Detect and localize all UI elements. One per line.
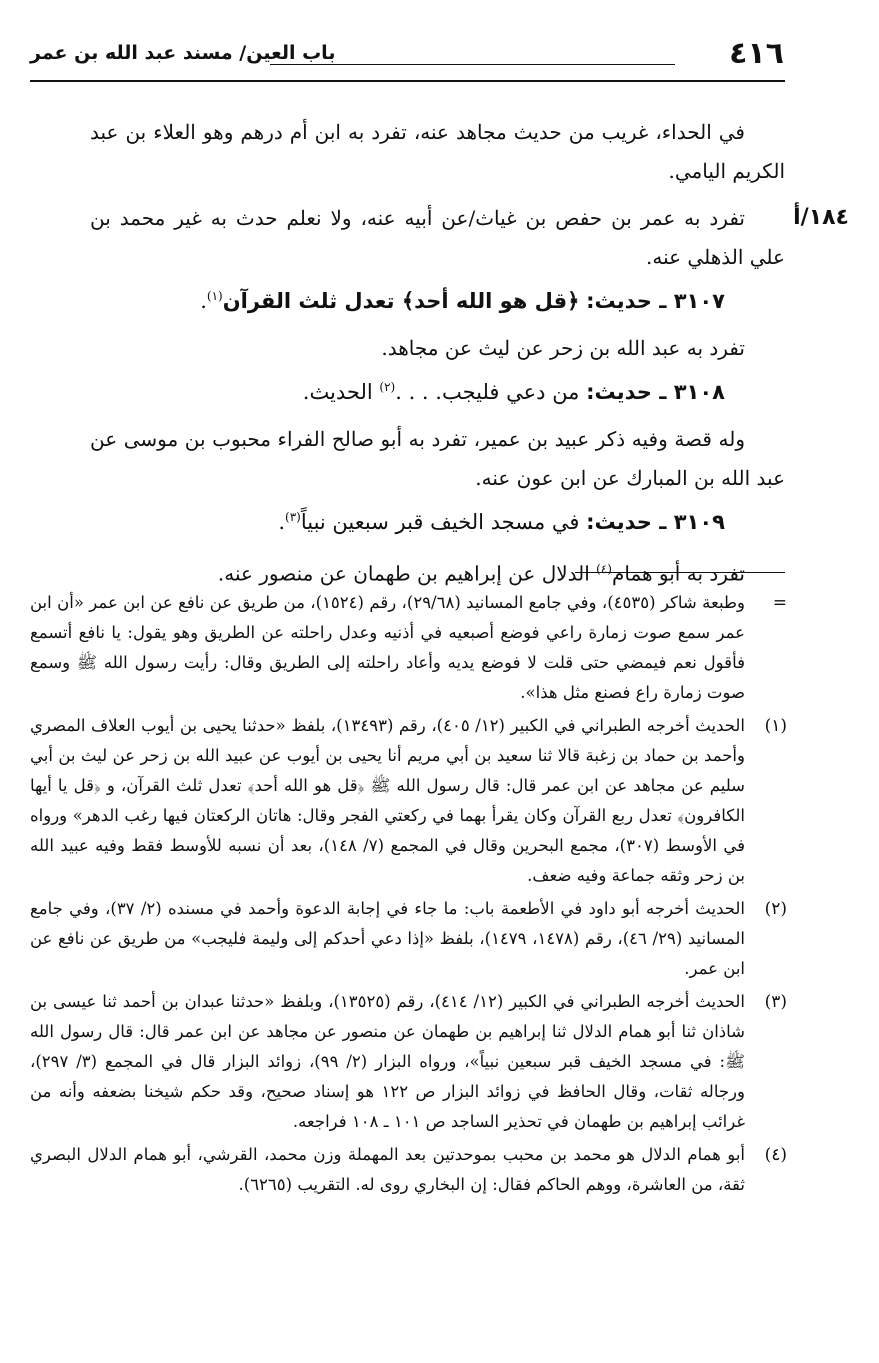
footnote-ref-2[interactable]: (٢) <box>379 380 396 394</box>
hadith-text: في مسجد الخيف قبر سبعين نبياً <box>300 510 580 534</box>
paragraph-story: وله قصة وفيه ذكر عبيد بن عمير، تفرد به أبو صالح الفراء محبوب بن موسى عن عبد الله بن المبارك عن ابن عون عنه. <box>90 427 785 490</box>
hadith-number: ٣١٠٧ ـ حديث: <box>586 289 725 313</box>
hadith-3108 <box>90 368 785 412</box>
running-header-title: باب العين/ مسند عبد الله بن عمر <box>30 42 336 64</box>
footnote-marker: (١) <box>764 716 787 736</box>
footnote-text: أبو همام الدلال هو محمد بن محبب بموحدتين بعد المهملة وزن محمد، القرشي، أبو همام الدلال البصري ثقة، من العاشرة، ووهم الحاكم فقال: إن البخاري روى له. التقريب (٦٢٦٥). <box>30 1145 745 1194</box>
footnote-text: وطبعة شاكر (٤٥٣٥)، وفي جامع المسانيد (٢٩/٦٨)، رقم (١٥٢٤)، من طريق عن نافع عن ابن عمر «أن ابن عمر سمع صوت زمارة راعي فوضع أصبعيه في أذنيه وعدل راحلته عن الطريق وهو يقول: يا نافع أتسمع فأقول نعم فيمضي حتى قلت لا فوضع يديه وأعاد راحلته إلى الطريق وقال: رأيت رسول الله ﷺ وسمع صوت زمارة راع فصنع مثل هذا». <box>30 593 746 702</box>
hadith-3109 <box>90 498 785 542</box>
footnote-continued <box>30 588 787 708</box>
manuscript-margin-reference: ١٨٤/أ <box>793 205 849 230</box>
footnote-marker: (٢) <box>764 899 787 919</box>
footnote-ref-3[interactable]: (٣) <box>285 510 301 524</box>
footnotes <box>30 588 787 1203</box>
hadith-3107 <box>90 277 785 321</box>
footnote-4 <box>30 1140 787 1200</box>
paragraph-text: تفرد به أبو همام <box>611 561 745 586</box>
footnote-ref-1[interactable]: (١) <box>206 289 223 303</box>
hadith-text: من دعي فليجب. . . . <box>395 380 580 404</box>
main-text <box>90 113 785 594</box>
hadith-text-end: الحديث. <box>302 380 373 404</box>
hadith-text-end: . <box>200 289 207 313</box>
footnote-text: الحديث أخرجه أبو داود في الأطعمة باب: ما جاء في إجابة الدعوة وأحمد في مسنده (٢/ ٣٧)، وفي جامع المسانيد (٢٩/ ٤٦)، رقم (١٤٧٨، ١٤٧٩)، بلفظ «إذا دعي أحدكم إلى وليمة فليجب» من طريق عن نافع عن ابن عمر. <box>30 899 745 978</box>
header-rule-short <box>270 64 675 65</box>
hadith-text-end: . <box>278 510 285 534</box>
paragraph-tafarrud-1: تفرد به عمر بن حفص بن غياث/عن أبيه عنه، ولا نعلم حدث به غير محمد بن علي الذهلي عنه. <box>90 206 785 269</box>
footnote-text: الحديث أخرجه الطبراني في الكبير (١٢/ ٤١٤)، رقم (١٣٥٢٥)، وبلفظ «حدثنا عبدان بن أحمد ثنا عيسى بن شاذان ثنا أبو همام الدلال ثنا إبراهيم بن طهمان عن منصور عن مجاهد عن ابن عمر قال: قال رسول الله ﷺ: في مسجد الخيف قبر سبعين نبياً»، ورواه البزار (٢/ ٩٩)، زوائد البزار قال في المجمع (٣/ ٢٩٧)، ورجاله ثقات، وقال الحافظ في زوائد البزار ص ١٢٢ هو إسناد صحيح، وقد حكم شيخنا بضعفه وأنه من غرائب إبراهيم بن طهمان في تحذير الساجد ص ١٠١ ـ ١٠٨ فراجعه. <box>30 992 745 1131</box>
footnote-ref-4[interactable]: (٤) <box>596 562 612 576</box>
paragraph-tafarrud-2: تفرد به عبد الله بن زحر عن ليث عن مجاهد. <box>381 336 745 360</box>
footnote-marker: = <box>772 593 787 613</box>
footnote-2 <box>30 894 787 984</box>
paragraph-continuation: في الحداء، غريب من حديث مجاهد عنه، تفرد به ابن أم درهم وهو العلاء بن عبد الكريم اليامي. <box>90 120 785 183</box>
page-number: ٤١٦ <box>729 36 784 71</box>
header-rule <box>30 80 785 82</box>
footnote-1 <box>30 711 787 891</box>
footnote-separator <box>575 572 785 573</box>
footnote-3 <box>30 987 787 1137</box>
hadith-number: ٣١٠٩ ـ حديث: <box>586 510 725 534</box>
hadith-number: ٣١٠٨ ـ حديث: <box>586 380 725 404</box>
paragraph-text-end: الدلال عن إبراهيم بن طهمان عن منصور عنه. <box>217 561 590 586</box>
footnote-marker: (٣) <box>764 992 787 1012</box>
footnote-text: الحديث أخرجه الطبراني في الكبير (١٢/ ٤٠٥)، رقم (١٣٤٩٣)، بلفظ «حدثنا يحيى بن أيوب العلاف المصري وأحمد بن حماد بن زغبة قالا ثنا سعيد بن أبي مريم أنا يحيى بن أيوب عن عبيد الله بن زحر عن ليث بن أبي سليم عن مجاهد عن ابن عمر قال: قال رسول الله ﷺ ﴿قل هو الله أحد﴾ تعدل ثلث القرآن، و ﴿قل يا أيها الكافرون﴾ تعدل ربع القرآن وكان يقرأ بهما في ركعتي الفجر وقال: هاتان الركعتان فيها رغب الدهر» ورواه في الأوسط (٣٠٧)، مجمع البحرين وقال في المجمع (٧/ ١٤٨)، بعد أن نسبه للأوسط فقط وفيه عبيد الله بن زحر وثقه جماعة وفيه ضعف. <box>30 716 745 885</box>
footnote-marker: (٤) <box>764 1145 787 1165</box>
hadith-text: ﴿قل هو الله أحد﴾ تعدل ثلث القرآن <box>222 289 580 313</box>
